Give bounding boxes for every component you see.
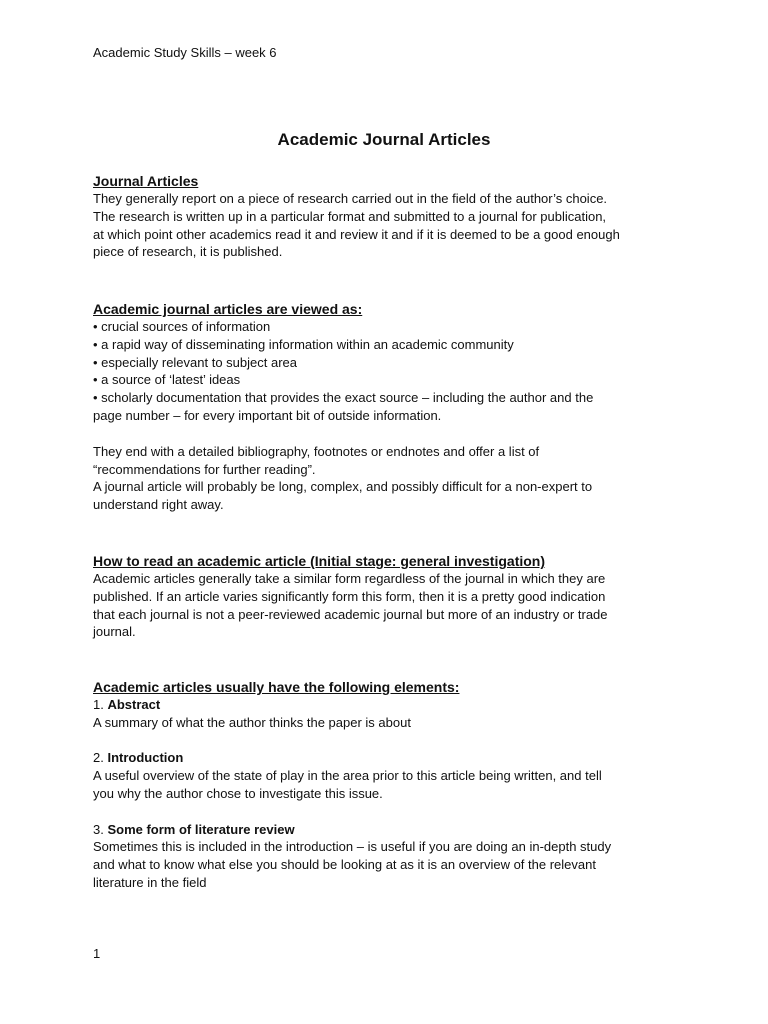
bullet-item-continuation: page number – for every important bit of outside information. <box>93 407 442 423</box>
text-line: you why the author chose to investigate this issue. <box>93 785 383 801</box>
element-item-introduction <box>93 749 683 802</box>
text-line: published. If an article varies significantly form this form, then it is a pretty good indication <box>93 588 606 604</box>
text-line: The research is written up in a particular format and submitted to a journal for publication, <box>93 208 607 224</box>
section-heading: Academic journal articles are viewed as: <box>93 301 363 317</box>
item-number: 1. <box>93 697 108 712</box>
text-line: and what to know what else you should be looking at as it is an overview of the relevant <box>93 857 596 873</box>
text-line: understand right away. <box>93 497 224 513</box>
text-line: They generally report on a piece of research carried out in the field of the author’s choice. <box>93 191 608 206</box>
text-line: that each journal is not a peer-reviewed academic journal but more of an industry or trade <box>93 606 608 622</box>
paragraph <box>93 443 683 514</box>
text-line: piece of research, it is published. <box>93 244 283 260</box>
paragraph <box>93 570 703 641</box>
text-line: at which point other academics read it and review it and if it is deemed to be a good enough <box>93 226 620 242</box>
element-item-literature-review <box>93 821 683 892</box>
text-line: journal. <box>93 624 136 640</box>
text-line: A journal article will probably be long, complex, and possibly difficult for a non-expert to <box>93 479 593 495</box>
bullet-item: • crucial sources of information <box>93 319 271 334</box>
text-line: literature in the field <box>93 874 207 890</box>
document-title: Academic Journal Articles <box>277 130 491 149</box>
text-line: A summary of what the author thinks the paper is about <box>93 714 411 730</box>
section-heading: Journal Articles <box>93 173 199 189</box>
item-label: Introduction <box>107 750 184 766</box>
bullet-list <box>93 318 683 425</box>
bullet-item: • especially relevant to subject area <box>93 354 297 370</box>
page-number: 1 <box>93 946 101 961</box>
text-line: Academic articles generally take a similar form regardless of the journal in which they are <box>93 571 606 586</box>
item-number: 2. <box>93 750 108 766</box>
section-journal-articles <box>93 172 683 261</box>
element-item-abstract <box>93 696 683 732</box>
section-how-to-read <box>93 552 703 641</box>
text-line: “recommendations for further reading”. <box>93 461 316 477</box>
item-label: Some form of literature review <box>107 821 295 837</box>
bullet-item: • scholarly documentation that provides the exact source – including the author and the <box>93 390 594 406</box>
section-heading: How to read an academic article (Initial stage: general investigation) <box>93 553 546 569</box>
bullet-item: • a source of ‘latest’ ideas <box>93 372 241 388</box>
text-line: They end with a detailed bibliography, footnotes or endnotes and offer a list of <box>93 443 540 459</box>
bullet-item: • a rapid way of disseminating information within an academic community <box>93 336 514 352</box>
section-elements <box>93 678 683 892</box>
item-number: 3. <box>93 821 108 837</box>
page-header: Academic Study Skills – week 6 <box>93 45 277 60</box>
section-heading: Academic articles usually have the following elements: <box>93 679 460 695</box>
text-line: A useful overview of the state of play in the area prior to this article being written, and tell <box>93 768 602 784</box>
item-label: Abstract <box>107 697 161 712</box>
text-line: Sometimes this is included in the introduction – is useful if you are doing an in-depth study <box>93 839 612 855</box>
section-viewed-as <box>93 300 683 514</box>
paragraph <box>93 190 683 261</box>
